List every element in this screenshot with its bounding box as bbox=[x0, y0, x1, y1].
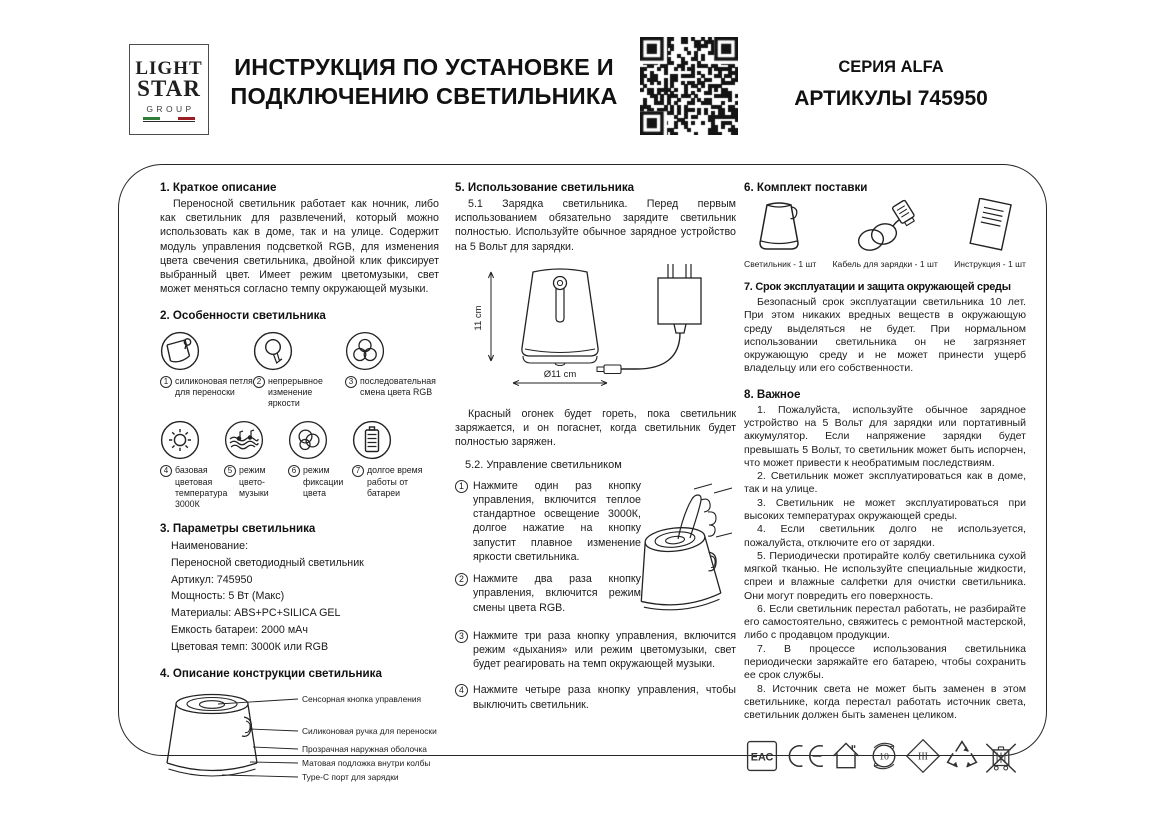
feature-item bbox=[352, 420, 438, 510]
color-temperature-icon bbox=[160, 420, 200, 460]
section-package bbox=[744, 181, 1026, 269]
step-text: Нажмите три раза кнопку управления, включится режим «дыхания» или режим цветомузыки, свет будет реагировать на темп окружающей музыки. bbox=[473, 629, 736, 671]
lightstar-logo bbox=[129, 44, 209, 135]
important-item: 3. Светильник не может эксплуатироваться при высоких температурах окружающей среды. bbox=[744, 496, 1026, 522]
kit-item bbox=[954, 198, 1026, 269]
page-title bbox=[224, 53, 624, 112]
feature-number: 7 bbox=[352, 465, 364, 477]
kit-item-label: Инструкция - 1 шт bbox=[954, 259, 1026, 269]
features-row-1 bbox=[160, 331, 439, 410]
column-1 bbox=[160, 181, 439, 800]
feature-label: долгое время работы от батареи bbox=[367, 465, 423, 498]
param-line: Мощность: 5 Вт (Макс) bbox=[171, 590, 285, 603]
charger-plug-icon bbox=[597, 264, 701, 374]
page-title-line2: ПОДКЛЮЧЕНИЮ СВЕТИЛЬНИКА bbox=[230, 83, 618, 110]
charging-note: Красный огонек будет гореть, пока светильник заряжается, и он погаснет, когда светильник будет полностью заряжен. bbox=[455, 407, 736, 449]
section-brief bbox=[160, 181, 439, 297]
svg-text:10: 10 bbox=[879, 752, 889, 764]
feature-item bbox=[224, 420, 288, 510]
charging-cable-icon bbox=[850, 198, 920, 256]
charging-illustration bbox=[455, 262, 736, 394]
step-number: 3 bbox=[455, 630, 468, 643]
important-item: 6. Если светильник перестал работать, не разбирайте его самостоятельно, свяжитесь с ремонтной мастерской, либо с продавцом продукции. bbox=[744, 602, 1026, 642]
series-block bbox=[763, 58, 1019, 111]
diameter-dimension-label: Ø11 cm bbox=[543, 368, 577, 380]
feature-label: силиконовая петля для переноски bbox=[175, 375, 253, 397]
parameters-list bbox=[160, 538, 439, 655]
feature-number: 1 bbox=[160, 376, 172, 388]
page-title-line1: ИНСТРУКЦИЯ ПО УСТАНОВКЕ И bbox=[234, 54, 614, 80]
kit-item-label: Кабель для зарядки - 1 шт bbox=[832, 259, 938, 269]
feature-item bbox=[160, 420, 228, 510]
feature-number: 2 bbox=[253, 376, 265, 388]
section-1-body: Переносной светильник работает как ночник, либо как светильник для развлечений, который можно использовать как в доме, так и на улице. Содержит модуль управления подсветкой RGB, для изменения цвета свечения светильника, двойной клик фиксирует выбранный цвет. Имеет режим цветомузыки, свет может меняться согласно темпу окружающей музыки. bbox=[160, 198, 439, 296]
param-line: Емкость батареи: 2000 мАч bbox=[171, 623, 308, 636]
series-label: СЕРИЯ ALFA bbox=[838, 58, 944, 76]
control-illustration bbox=[628, 483, 736, 623]
param-line: Наименование: bbox=[171, 540, 249, 553]
param-line: Материалы: ABS+PC+SILICA GEL bbox=[171, 607, 341, 620]
section-5-2-title: 5.2. Управление светильником bbox=[465, 458, 622, 471]
logo-word-group: GROUP bbox=[146, 103, 195, 114]
column-2 bbox=[455, 181, 736, 712]
step-number: 4 bbox=[455, 684, 468, 697]
certification-marks bbox=[744, 735, 1026, 777]
feature-label: непрерывное изменение яркости bbox=[268, 375, 323, 409]
svg-text:ЕАС: ЕАС bbox=[750, 751, 774, 764]
section-2-title: 2. Особенности светильника bbox=[160, 308, 326, 322]
important-item: 7. В процессе использования светильника периодически заряжайте его батарею, чтобы сохранить ее срок службы. bbox=[744, 642, 1026, 682]
construction-callout: Прозрачная наружная оболочка bbox=[302, 744, 427, 755]
section-usage bbox=[455, 181, 736, 254]
lamp-icon bbox=[751, 198, 809, 256]
height-dimension-label: 11 cm bbox=[473, 305, 484, 331]
ce-mark-icon bbox=[782, 735, 826, 777]
brightness-touch-icon bbox=[253, 331, 293, 371]
feature-label: базовая цветовая температура 3000К bbox=[175, 465, 228, 510]
ten-years-icon bbox=[866, 735, 902, 777]
indoor-use-icon bbox=[828, 735, 864, 777]
section-5-1-body: 5.1 Зарядка светильника. Перед первым использованием обязательно зарядите светильник полностью. Используйте обычное зарядное устройство на 5 Вольт для зарядки. bbox=[455, 198, 736, 253]
feature-item bbox=[253, 331, 345, 410]
construction-callout: Матовая подложка внутри колбы bbox=[302, 758, 431, 769]
section-important bbox=[744, 388, 1026, 723]
section-features bbox=[160, 309, 439, 511]
section-parameters bbox=[160, 522, 439, 655]
step-text: Нажмите два раза кнопку управления, включится режим смены цвета RGB. bbox=[473, 573, 641, 614]
feature-item bbox=[288, 420, 352, 510]
param-line: Переносной светодиодный светильник bbox=[171, 557, 364, 570]
construction-callout: Сенсорная кнопка управления bbox=[302, 694, 422, 705]
step-text: Нажмите один раз кнопку управления, включится теплое стандартное освещение 3000К, долгое нажатие на кнопку запустит плавное изменение яркости светильника. bbox=[473, 479, 641, 563]
param-line: Артикул: 745950 bbox=[171, 573, 253, 586]
package-contents bbox=[744, 198, 1026, 269]
kit-item-label: Светильник - 1 шт bbox=[744, 259, 817, 269]
carry-loop-icon bbox=[160, 331, 200, 371]
music-mode-icon bbox=[224, 420, 264, 460]
step-number: 1 bbox=[455, 480, 468, 493]
feature-item bbox=[345, 331, 439, 410]
section-7-body: Безопасный срок эксплуатации светильника 10 лет. При этом никаких вредных веществ в окружающую среду выделяться не будет. При нормальном использовании светильника он не загрязняет окружающую среду и не может принести ущерб владельцу или его собственности. bbox=[744, 296, 1026, 375]
feature-number: 4 bbox=[160, 465, 172, 477]
section-5-title: 5. Использование светильника bbox=[455, 181, 635, 194]
recycling-icon bbox=[944, 735, 980, 777]
important-item: 1. Пожалуйста, используйте обычное зарядное устройство на 5 Вольт для зарядки или портативный аккумулятор. Если напряжение зарядки будет превышать 5 Вольт, то светильник может быть испорчен, что может привести к необратимым последствиям. bbox=[744, 403, 1026, 469]
step-number: 2 bbox=[455, 573, 468, 586]
articles-label: АРТИКУЛЫ 745950 bbox=[794, 87, 988, 110]
important-item: 5. Периодически протирайте колбу светильника сухой мягкой тканью. Не используйте специальные жидкости, спреи и влажные салфетки для очистки светильника. Они могут повредить его поверхность. bbox=[744, 549, 1026, 602]
feature-number: 3 bbox=[345, 376, 357, 388]
control-step bbox=[455, 683, 736, 711]
control-steps bbox=[455, 479, 736, 712]
section-1-title: 1. Краткое описание bbox=[160, 181, 277, 194]
section-lifetime bbox=[744, 281, 1026, 376]
class-iii-icon bbox=[904, 735, 942, 777]
feature-label: режим цвето-музыки bbox=[239, 465, 269, 498]
kit-item bbox=[744, 198, 816, 269]
construction-callout: Силиконовая ручка для переноски bbox=[302, 726, 437, 737]
kit-item bbox=[833, 198, 938, 269]
features-row-2 bbox=[160, 420, 439, 510]
section-3-title: 3. Параметры светильника bbox=[160, 522, 316, 536]
step-text: Нажмите четыре раза кнопку управления, чтобы выключить светильник. bbox=[473, 684, 736, 711]
manual-icon bbox=[961, 198, 1019, 256]
construction-callout: Type-C порт для зарядки bbox=[302, 772, 399, 783]
feature-number: 5 bbox=[224, 465, 236, 477]
feature-number: 6 bbox=[288, 465, 300, 477]
section-8-title: 8. Важное bbox=[744, 387, 801, 401]
control-step bbox=[455, 629, 736, 672]
construction-diagram bbox=[160, 683, 439, 795]
feature-item bbox=[160, 331, 253, 410]
rgb-cycle-icon bbox=[345, 331, 385, 371]
section-6-title: 6. Комплект поставки bbox=[744, 181, 868, 194]
italian-flag-icon bbox=[143, 117, 195, 122]
important-item: 2. Светильник может эксплуатироваться как в доме, так и на улице. bbox=[744, 470, 1026, 496]
feature-label: режим фиксации цвета bbox=[303, 465, 344, 498]
feature-label: последовательная смена цвета RGB bbox=[360, 375, 436, 397]
section-7-title: 7. Срок эксплуатации и защита окружающей среды bbox=[744, 281, 1011, 293]
qr-code bbox=[640, 37, 738, 135]
color-lock-icon bbox=[288, 420, 328, 460]
svg-text:III: III bbox=[918, 752, 928, 764]
logo-word-star: STAR bbox=[137, 75, 201, 101]
eac-mark-icon bbox=[744, 735, 780, 777]
column-3 bbox=[744, 181, 1026, 777]
section-construction bbox=[160, 667, 439, 800]
important-item: 8. Источник света не может быть заменен в этом светильнике, когда перестал работать источник света, светильник должен быть заменен целиком. bbox=[744, 682, 1026, 722]
logo-word-light: LIGHT bbox=[135, 57, 203, 79]
section-4-title: 4. Описание конструкции светильника bbox=[160, 667, 382, 681]
battery-icon bbox=[352, 420, 392, 460]
param-line: Цветовая темп: 3000К или RGB bbox=[171, 640, 329, 653]
weee-bin-icon bbox=[982, 735, 1020, 777]
important-item: 4. Если светильник долго не используется, пожалуйста, отключите его от зарядки. bbox=[744, 523, 1026, 549]
